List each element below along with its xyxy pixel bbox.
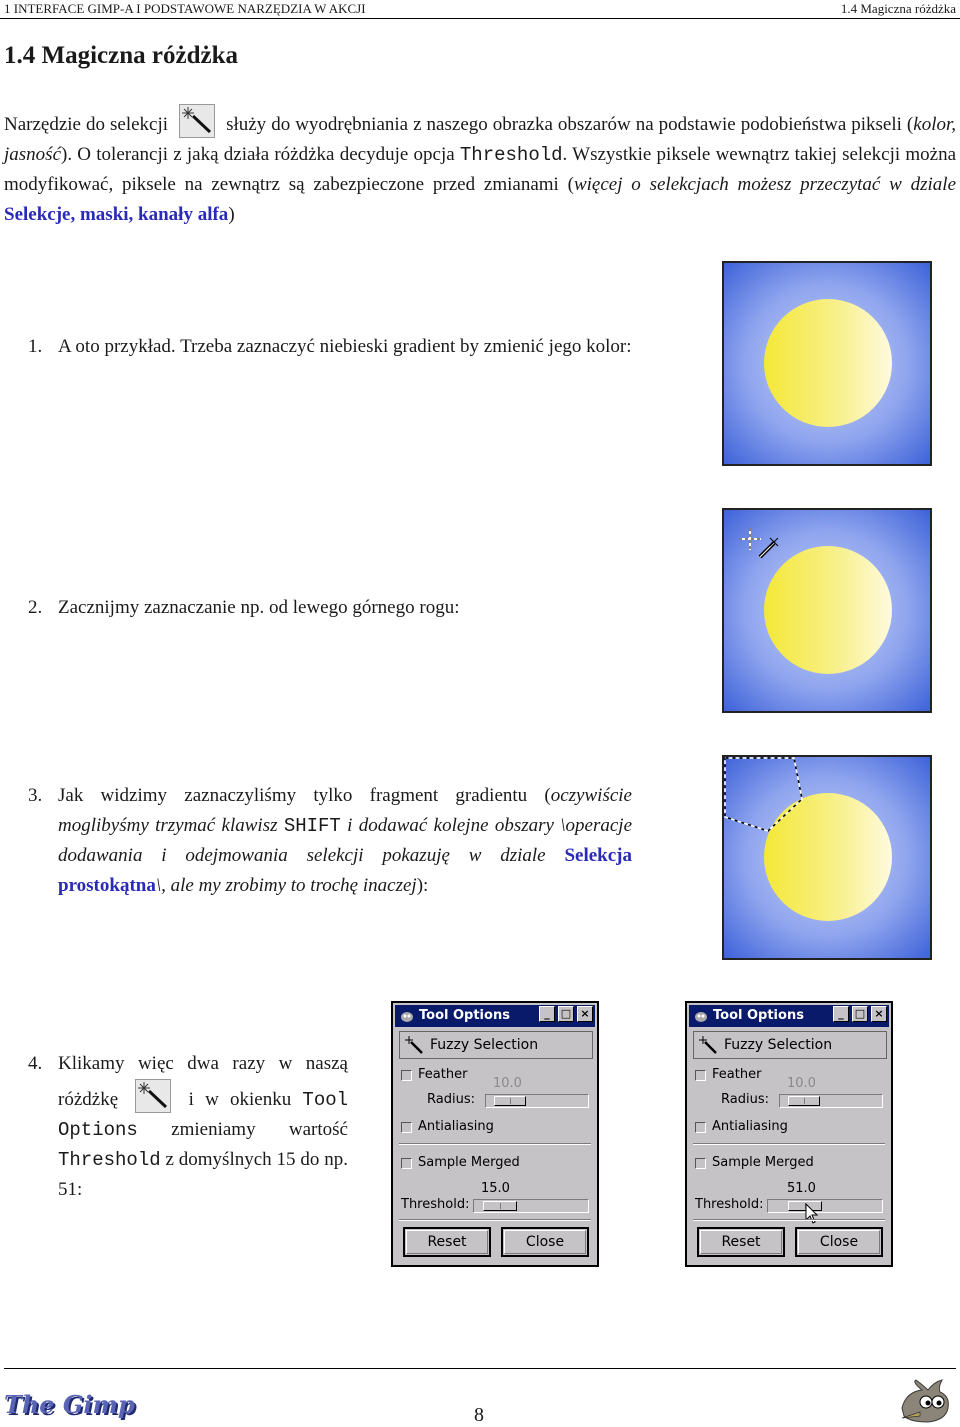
minimize-icon[interactable]: _ (539, 1006, 555, 1022)
tool-name: Fuzzy Selection (724, 1037, 833, 1053)
reset-button[interactable]: Reset (403, 1227, 491, 1257)
mouse-cursor-icon (805, 1203, 819, 1225)
gradient-image-2 (722, 508, 932, 713)
radius-slider[interactable] (779, 1094, 883, 1108)
dialog-title: Tool Options (713, 1008, 804, 1023)
checkbox-box[interactable] (695, 1070, 706, 1081)
separator (399, 1219, 591, 1221)
magic-wand-icon (404, 1035, 424, 1055)
separator (693, 1143, 885, 1145)
threshold-slider[interactable] (473, 1199, 589, 1213)
maximize-icon[interactable]: □ (558, 1006, 574, 1022)
footer-rule (4, 1368, 956, 1369)
checkbox-box[interactable] (401, 1070, 412, 1081)
gimp-logo-icon (693, 1009, 709, 1023)
checkbox-box[interactable] (695, 1158, 706, 1169)
step-4: 4. Klikamy więc dwa razy w naszą różdżkę i w okienku Tool Options zmieniamy wartość Threshold z domyślnych 15 do np. 51: (28, 1049, 348, 1205)
feather-checkbox[interactable]: Feather (695, 1067, 761, 1082)
gradient-image-3 (722, 755, 932, 960)
running-header (0, 0, 960, 20)
magic-wand-icon (179, 104, 215, 138)
magic-wand-icon (135, 1079, 171, 1113)
intro-text: Narzędzie do selekcji (4, 114, 169, 135)
sample-merged-checkbox[interactable]: Sample Merged (401, 1155, 520, 1170)
step-3-text: Jak widzimy zaznaczyliśmy tylko fragment gradientu (oczywiście moglibyśmy trzymać klawisz SHIFT i dodawać kolejne obszary \operacje dodawania i odejmowania selekcji pokazuję w dziale Selekcja prostokątna\, ale my zrobimy to trochę inaczej): (58, 785, 632, 896)
intro-paragraph: Narzędzie do selekcji służy do wyodrębniania z naszego obrazka obszarów na podstawie podobieństwa pikseli (kolor, jasność). O tolerancji z jaką działa różdżka decyduje opcja Threshold. Wszystkie piksele wewnątrz takiej selekcji można modyfikować, piksele na zewnątrz są zabezpieczone przed zmianami (więcej o selekcjach możesz przeczytać w dziale Selekcje, maski, kanały alfa) (4, 104, 956, 230)
tool-options-dialog-1 (391, 1001, 599, 1267)
checkbox-box[interactable] (401, 1122, 412, 1133)
minimize-icon[interactable]: _ (833, 1006, 849, 1022)
radius-slider-thumb[interactable] (788, 1096, 820, 1106)
sample-merged-checkbox[interactable]: Sample Merged (695, 1155, 814, 1170)
tool-options-code: Tool Options (58, 1089, 349, 1141)
link-selekcje-maski[interactable]: Selekcje, maski, kanały alfa (4, 204, 229, 225)
header-rule (0, 18, 960, 19)
section-title: 1.4 Magiczna różdżka (4, 42, 238, 69)
header-section: 1.4 Magiczna różdżka (840, 1, 956, 16)
antialiasing-checkbox[interactable]: Antialiasing (401, 1119, 494, 1134)
tool-options-dialog-2 (685, 1001, 893, 1267)
step-4-text: Klikamy więc dwa razy w naszą różdżkę i w okienku Tool Options zmieniamy wartość Threshold z domyślnych 15 do np. 51: (58, 1053, 349, 1200)
separator (693, 1219, 885, 1221)
dialog-title: Tool Options (419, 1008, 510, 1023)
page-number: 8 (474, 1404, 484, 1426)
threshold-value: 15.0 (481, 1181, 510, 1196)
close-button[interactable]: Close (795, 1227, 883, 1257)
tool-name: Fuzzy Selection (430, 1037, 539, 1053)
radius-value: 10.0 (787, 1076, 816, 1091)
shift-key-code: SHIFT (283, 815, 341, 837)
tool-name-box (399, 1031, 593, 1059)
threshold-slider[interactable] (767, 1199, 883, 1213)
header-chapter: 1 INTERFACE GIMP-A I PODSTAWOWE NARZĘDZIA W AKCJI (4, 1, 366, 16)
threshold-label: Threshold: (695, 1197, 764, 1212)
radius-slider-thumb[interactable] (494, 1096, 526, 1106)
threshold-slider-thumb[interactable] (483, 1201, 517, 1211)
checkbox-box[interactable] (401, 1158, 412, 1169)
feather-checkbox[interactable]: Feather (401, 1067, 467, 1082)
gimp-logo-icon (399, 1009, 415, 1023)
close-button[interactable]: Close (501, 1227, 589, 1257)
wilber-icon (898, 1378, 952, 1424)
radius-label: Radius: (427, 1092, 475, 1107)
radius-label: Radius: (721, 1092, 769, 1107)
radius-slider[interactable] (485, 1094, 589, 1108)
reset-button[interactable]: Reset (697, 1227, 785, 1257)
tool-name-box (693, 1031, 887, 1059)
threshold-label: Threshold: (401, 1197, 470, 1212)
link-selekcja-prostokatna[interactable]: Selekcja prostokątna (58, 845, 632, 896)
threshold-code: Threshold (58, 1149, 161, 1171)
magic-wand-icon (698, 1035, 718, 1055)
close-icon[interactable]: × (871, 1006, 887, 1022)
step-3: 3. Jak widzimy zaznaczyliśmy tylko fragment gradientu (oczywiście moglibyśmy trzymać klawisz SHIFT i dodawać kolejne obszary \operacje dodawania i odejmowania selekcji pokazuję w dziale Selekcja prostokątna\, ale my zrobimy to trochę inaczej): (28, 781, 632, 901)
the-gimp-logo: The Gimp (4, 1390, 135, 1419)
threshold-value: 51.0 (787, 1181, 816, 1196)
step-1-text: A oto przykład. Trzeba zaznaczyć niebieski gradient by zmienić jego kolor: (58, 336, 632, 357)
antialiasing-checkbox[interactable]: Antialiasing (695, 1119, 788, 1134)
step-2-text: Zacznijmy zaznaczanie np. od lewego górnego rogu: (58, 597, 460, 618)
maximize-icon[interactable]: □ (852, 1006, 868, 1022)
threshold-code: Threshold (459, 144, 563, 166)
close-icon[interactable]: × (577, 1006, 593, 1022)
gradient-image-1 (722, 261, 932, 466)
step-2: 2. Zacznijmy zaznaczanie np. od lewego górnego rogu: (28, 593, 638, 623)
checkbox-box[interactable] (695, 1122, 706, 1133)
radius-value: 10.0 (493, 1076, 522, 1091)
step-1: 1. A oto przykład. Trzeba zaznaczyć niebieski gradient by zmienić jego kolor: (28, 332, 638, 362)
separator (399, 1143, 591, 1145)
